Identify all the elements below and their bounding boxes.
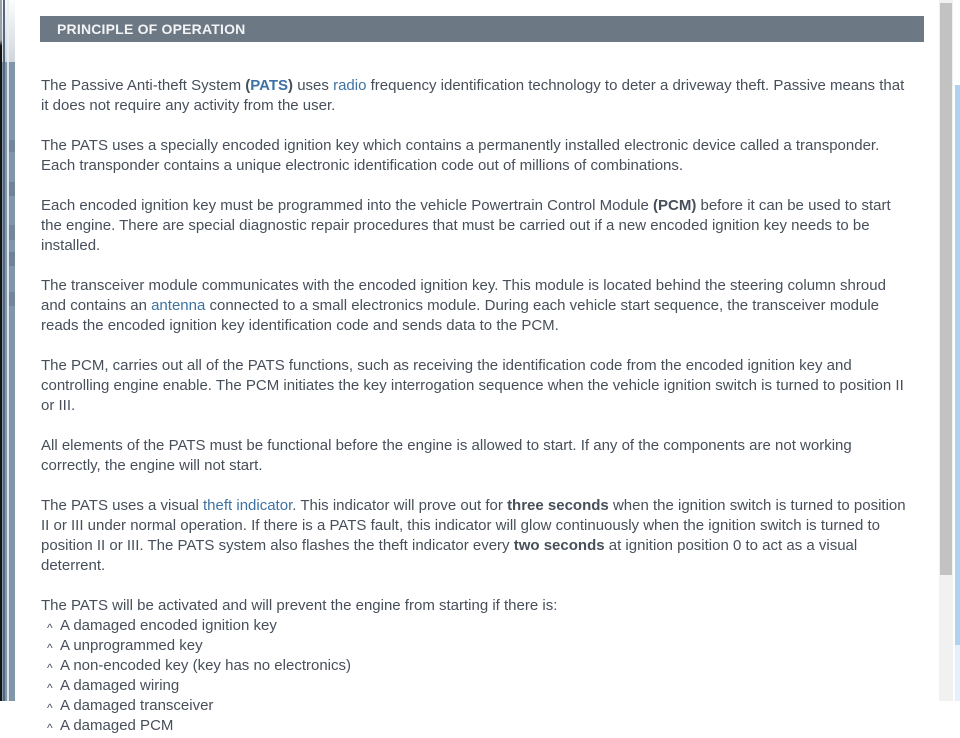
window-right-edge-accent bbox=[955, 85, 960, 645]
list-bullet-marker: ^ bbox=[47, 641, 53, 655]
text-run: frequency identification technology to deter a driveway theft. Passive means that it does not require any activity from the user. bbox=[41, 77, 905, 114]
paragraph bbox=[41, 76, 913, 116]
text-run: . This indicator will prove out for bbox=[292, 497, 508, 514]
list-bullet-marker: ^ bbox=[47, 721, 53, 735]
document-content bbox=[41, 56, 913, 736]
paragraph bbox=[41, 496, 913, 576]
text-run: The transceiver module communicates with the encoded ignition key. This module is located behind the steering column shroud and contains an bbox=[41, 277, 886, 314]
text-run: All elements of the PATS must be functional before the engine is allowed to start. If any of the components are not working correctly, the engine will not start. bbox=[41, 437, 852, 474]
list-bullet-marker: ^ bbox=[47, 661, 53, 675]
pats-link[interactable]: PATS bbox=[250, 77, 289, 94]
text-run: at ignition position 0 to act as a visual deterrent. bbox=[41, 537, 858, 574]
splitter-inner-line bbox=[3, 0, 5, 701]
antenna-link[interactable]: antenna bbox=[151, 297, 206, 314]
list-item-text: A damaged PCM bbox=[60, 717, 174, 734]
list-item bbox=[41, 716, 913, 736]
list-item-text: A damaged transceiver bbox=[60, 697, 214, 714]
paragraph bbox=[41, 436, 913, 476]
list-item bbox=[41, 676, 913, 696]
list-item bbox=[41, 616, 913, 636]
text-run: The PCM, carries out all of the PATS functions, such as receiving the identification code from the encoded ignition key and controlling engine enable. The PCM initiates the key interrogation sequence when the vehicle ignition switch is turned to position II or III. bbox=[41, 357, 904, 414]
text-run: The PATS uses a visual bbox=[41, 497, 204, 514]
radio-link[interactable]: radio bbox=[333, 77, 367, 94]
paragraph bbox=[41, 356, 913, 416]
list-intro: The PATS will be activated and will prevent the engine from starting if there is: bbox=[41, 597, 558, 614]
text-run: when the ignition switch is turned to position II or III under normal operation. If there is a PATS fault, this indicator will glow continuously when the ignition switch is turned to position II or III. The PATS system also flashes the theft indicator every bbox=[41, 497, 906, 554]
list-item-text: A unprogrammed key bbox=[60, 637, 203, 654]
content-paragraphs bbox=[41, 76, 913, 576]
theft-indicator-link[interactable]: theft indicator bbox=[203, 497, 293, 514]
window-left-edge bbox=[0, 0, 2, 701]
text-run: ( bbox=[245, 77, 251, 94]
text-run: before it can be used to start the engine. There are special diagnostic repair procedures that must be carried out if a new encoded ignition key needs to be installed. bbox=[41, 197, 891, 254]
paragraph bbox=[41, 196, 913, 256]
list-item-text: A non-encoded key (key has no electronics) bbox=[60, 657, 351, 674]
list-bullet-marker: ^ bbox=[47, 621, 53, 635]
text-run: connected to a small electronics module. During each vehicle start sequence, the transceiver module reads the encoded ignition key identification code and sends data to the PCM. bbox=[41, 297, 880, 334]
paragraph bbox=[41, 276, 913, 336]
section-header-bar bbox=[40, 16, 924, 42]
list-item-text: A damaged wiring bbox=[60, 677, 180, 694]
paragraph bbox=[41, 136, 913, 176]
list-item bbox=[41, 636, 913, 656]
text-run: three seconds bbox=[507, 497, 609, 514]
collapsed-sidebar-splitter[interactable] bbox=[0, 0, 15, 701]
vertical-scrollbar-thumb[interactable] bbox=[940, 3, 952, 575]
window-right-edge-accent-fade bbox=[955, 645, 960, 701]
bullet-list bbox=[41, 616, 913, 736]
text-run: (PCM) bbox=[653, 197, 697, 214]
section-title: PRINCIPLE OF OPERATION bbox=[57, 21, 246, 37]
list-item bbox=[41, 656, 913, 676]
vertical-scrollbar-track[interactable] bbox=[939, 0, 953, 701]
collapsed-sidebar-content-hint bbox=[9, 0, 15, 701]
text-run: The PATS uses a specially encoded ignition key which contains a permanently installed electronic device called a transponder. Each transponder contains a unique electronic identification code out of millions of combinations. bbox=[41, 137, 880, 174]
list-bullet-marker: ^ bbox=[47, 681, 53, 695]
list-bullet-marker: ^ bbox=[47, 701, 53, 715]
text-run: ) bbox=[288, 77, 294, 94]
text-run: uses bbox=[293, 77, 334, 94]
list-item-text: A damaged encoded ignition key bbox=[60, 617, 277, 634]
text-run: two seconds bbox=[513, 537, 605, 554]
text-run: The Passive Anti-theft System bbox=[41, 77, 246, 94]
text-run: Each encoded ignition key must be programmed into the vehicle Powertrain Control Module bbox=[41, 197, 653, 214]
window-right-edge bbox=[953, 0, 960, 701]
list-item bbox=[41, 696, 913, 716]
